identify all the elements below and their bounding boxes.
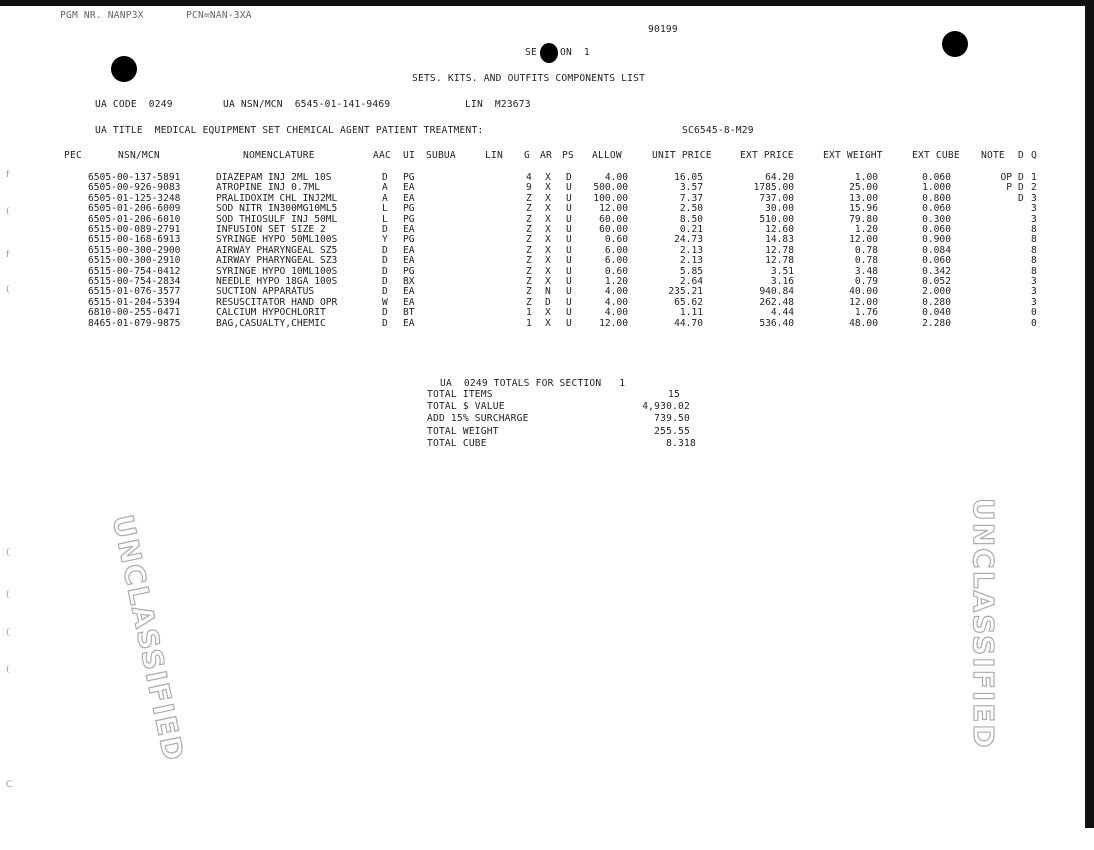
- table-row: [0, 266, 1094, 277]
- cell-ui: EA: [403, 192, 415, 204]
- cell-aac: L: [382, 203, 388, 215]
- punch-hole-right: [942, 31, 968, 57]
- cell-d: D: [1018, 192, 1024, 204]
- cell-unit: 8.50: [679, 213, 703, 225]
- program-number: PGM NR. NANP3X: [60, 10, 144, 21]
- cell-unit: 24.73: [674, 234, 703, 246]
- cell-nomen: SYRINGE HYPO 10ML100S: [216, 265, 338, 277]
- table-row: [0, 297, 1094, 308]
- cell-ps: U: [566, 244, 572, 256]
- cell-cube: 0.052: [922, 276, 951, 287]
- total-cube-label: TOTAL CUBE: [427, 438, 487, 449]
- cell-allow: 500.00: [593, 182, 628, 194]
- cell-q: 8: [1031, 265, 1037, 277]
- cell-cube: 0.280: [922, 296, 951, 308]
- cell-ext: 536.40: [759, 317, 794, 329]
- cell-ar: X: [545, 182, 551, 194]
- cell-cube: 2.280: [922, 317, 951, 329]
- cell-ps: U: [566, 182, 572, 194]
- cell-aac: D: [382, 172, 388, 183]
- cell-nomen: DIAZEPAM INJ 2ML 10S: [216, 172, 332, 183]
- cell-nomen: AIRWAY PHARYNGEAL SZ5: [216, 244, 338, 256]
- col-unit-price: UNIT PRICE: [652, 150, 712, 161]
- cell-ar: X: [545, 224, 551, 235]
- classification-stamp-left: UNCLASSIFIED: [105, 512, 191, 766]
- cell-g: Z: [526, 255, 532, 267]
- cell-ar: X: [545, 276, 551, 287]
- cell-ps: U: [566, 286, 572, 298]
- cell-q: 8: [1031, 224, 1037, 235]
- cell-nomen: SOD THIOSULF INJ 50ML: [216, 213, 338, 225]
- cell-ar: X: [545, 172, 551, 183]
- table-row: [0, 307, 1094, 318]
- col-note: NOTE: [981, 150, 1005, 161]
- table-row: [0, 172, 1094, 183]
- cell-wt: 3.48: [854, 265, 878, 277]
- report-code: 90199: [648, 24, 678, 35]
- cell-aac: L: [382, 213, 388, 225]
- cell-note: P: [1006, 182, 1012, 194]
- col-aac: AAC: [373, 150, 391, 161]
- cell-g: Z: [526, 286, 532, 298]
- table-row: [0, 203, 1094, 214]
- cell-allow: 4.00: [604, 296, 628, 308]
- cell-cube: 0.060: [922, 203, 951, 215]
- cell-nsn: 6505-01-206-6010: [88, 213, 181, 225]
- cell-ar: X: [545, 317, 551, 329]
- cell-ps: U: [566, 307, 572, 319]
- cell-ext: 3.16: [770, 276, 794, 287]
- cell-ps: U: [566, 265, 572, 277]
- cell-allow: 12.00: [599, 317, 628, 329]
- cell-q: 0: [1031, 317, 1037, 329]
- cell-nsn: 6515-00-300-2910: [88, 255, 181, 267]
- cell-unit: 1.11: [679, 307, 703, 319]
- cell-cube: 0.060: [922, 172, 951, 183]
- cell-nsn: 6515-00-089-2791: [88, 224, 181, 235]
- cell-wt: 12.00: [849, 234, 878, 246]
- cell-g: Z: [526, 203, 532, 215]
- cell-nomen: AIRWAY PHARYNGEAL SZ3: [216, 255, 338, 267]
- cell-ext: 3.51: [770, 265, 794, 277]
- cell-d: D: [1018, 182, 1024, 194]
- cell-wt: 1.76: [854, 307, 878, 319]
- cell-unit: 7.37: [679, 192, 703, 204]
- col-ui: UI: [403, 150, 415, 161]
- surcharge-value: 739.50: [654, 413, 690, 424]
- cell-cube: 0.040: [922, 307, 951, 319]
- margin-speck: (: [6, 665, 10, 675]
- cell-unit: 2.50: [679, 203, 703, 215]
- total-value-value: 4,930.02: [642, 401, 690, 412]
- col-nsn: NSN/MCN: [118, 150, 160, 161]
- cell-aac: D: [382, 265, 388, 277]
- cell-ext: 64.20: [765, 172, 794, 183]
- cell-ar: X: [545, 192, 551, 204]
- cell-q: 8: [1031, 234, 1037, 246]
- cell-ar: N: [545, 286, 551, 298]
- table-row: [0, 245, 1094, 256]
- margin-speck: f: [6, 170, 10, 180]
- total-weight-value: 255.55: [654, 426, 690, 437]
- cell-ps: U: [566, 296, 572, 308]
- cell-ps: U: [566, 276, 572, 287]
- cell-allow: 100.00: [593, 192, 628, 204]
- list-title: SETS. KITS. AND OUTFITS COMPONENTS LIST: [412, 73, 646, 84]
- cell-nsn: 8465-01-079-9875: [88, 317, 181, 329]
- cell-nomen: SYRINGE HYPO 50ML100S: [216, 234, 338, 246]
- cell-ui: EA: [403, 317, 415, 329]
- cell-ext: 14.83: [765, 234, 794, 246]
- ua-title: UA TITLE MEDICAL EQUIPMENT SET CHEMICAL AGENT PATIENT TREATMENT:: [95, 125, 484, 136]
- cell-wt: 0.79: [854, 276, 878, 287]
- cell-unit: 2.64: [679, 276, 703, 287]
- cell-ui: EA: [403, 296, 415, 308]
- cell-ar: X: [545, 255, 551, 267]
- table-row: [0, 234, 1094, 245]
- cell-g: 1: [526, 307, 532, 319]
- cell-aac: D: [382, 317, 388, 329]
- cell-ps: D: [566, 172, 572, 183]
- margin-speck: (: [6, 628, 10, 638]
- cell-ext: 30.00: [765, 203, 794, 215]
- cell-wt: 0.78: [854, 244, 878, 256]
- cell-nomen: NEEDLE HYPO 18GA 100S: [216, 276, 338, 287]
- cell-ui: BT: [403, 307, 415, 319]
- cell-cube: 0.342: [922, 265, 951, 277]
- cell-nomen: CALCIUM HYPOCHLORIT: [216, 307, 326, 319]
- cell-cube: 0.060: [922, 255, 951, 267]
- cell-ui: EA: [403, 244, 415, 256]
- margin-speck: (: [6, 590, 10, 600]
- cell-ui: BX: [403, 276, 415, 287]
- cell-ar: D: [545, 296, 551, 308]
- cell-nsn: 6505-00-137-5891: [88, 172, 181, 183]
- cell-nomen: ATROPINE INJ 0.7ML: [216, 182, 320, 194]
- cell-wt: 25.00: [849, 182, 878, 194]
- table-row: [0, 182, 1094, 193]
- cell-unit: 44.70: [674, 317, 703, 329]
- total-cube-value: 8.318: [666, 438, 696, 449]
- cell-q: 3: [1031, 192, 1037, 204]
- cell-q: 1: [1031, 172, 1037, 183]
- section-label-left: SE: [525, 47, 537, 58]
- margin-speck: C: [6, 780, 13, 790]
- cell-g: Z: [526, 234, 532, 246]
- table-row: [0, 193, 1094, 204]
- col-lin: LIN: [485, 150, 503, 161]
- cell-nomen: SOD NITR IN300MG10ML5: [216, 203, 338, 215]
- table-row: [0, 318, 1094, 329]
- cell-g: Z: [526, 192, 532, 204]
- cell-cube: 0.084: [922, 244, 951, 256]
- cell-allow: 60.00: [599, 224, 628, 235]
- cell-allow: 60.00: [599, 213, 628, 225]
- cell-unit: 0.21: [679, 224, 703, 235]
- col-pec: PEC: [64, 150, 82, 161]
- cell-nsn: 6810-00-255-0471: [88, 307, 181, 319]
- cell-ar: X: [545, 307, 551, 319]
- cell-q: 0: [1031, 307, 1037, 319]
- col-nomenclature: NOMENCLATURE: [243, 150, 315, 161]
- sc-number: SC6545-8-M29: [682, 125, 754, 136]
- total-items-label: TOTAL ITEMS: [427, 389, 493, 400]
- cell-nsn: 6505-01-125-3248: [88, 192, 181, 204]
- lin-code: LIN M23673: [465, 99, 531, 110]
- total-weight-label: TOTAL WEIGHT: [427, 426, 499, 437]
- cell-wt: 12.00: [849, 296, 878, 308]
- cell-q: 3: [1031, 276, 1037, 287]
- ua-nsn: UA NSN/MCN 6545-01-141-9469: [223, 99, 391, 110]
- cell-cube: 0.800: [922, 192, 951, 204]
- cell-g: 9: [526, 182, 532, 194]
- cell-aac: D: [382, 307, 388, 319]
- col-ext-weight: EXT WEIGHT: [823, 150, 883, 161]
- cell-cube: 0.900: [922, 234, 951, 246]
- totals-heading: UA 0249 TOTALS FOR SECTION 1: [440, 378, 626, 389]
- cell-aac: D: [382, 276, 388, 287]
- cell-ext: 12.60: [765, 224, 794, 235]
- cell-nomen: RESUSCITATOR HAND OPR: [216, 296, 338, 308]
- col-q: Q: [1031, 150, 1037, 161]
- cell-q: 3: [1031, 296, 1037, 308]
- table-row: [0, 224, 1094, 235]
- cell-aac: A: [382, 192, 388, 204]
- punch-hole-left: [111, 56, 137, 82]
- cell-wt: 48.00: [849, 317, 878, 329]
- cell-ar: X: [545, 203, 551, 215]
- total-items-value: 15: [668, 389, 680, 400]
- classification-stamp-right: UNCLASSIFIED: [967, 498, 1000, 750]
- cell-ui: EA: [403, 286, 415, 298]
- cell-allow: 6.00: [604, 244, 628, 256]
- cell-wt: 15.96: [849, 203, 878, 215]
- cell-nomen: PRALIDOXIM CHL INJ2ML: [216, 192, 338, 204]
- cell-g: 1: [526, 317, 532, 329]
- table-row: [0, 214, 1094, 225]
- col-ext-price: EXT PRICE: [740, 150, 794, 161]
- cell-nomen: SUCTION APPARATUS: [216, 286, 315, 298]
- cell-aac: D: [382, 224, 388, 235]
- cell-wt: 1.00: [854, 172, 878, 183]
- cell-nsn: 6515-00-754-0412: [88, 265, 181, 277]
- col-subua: SUBUA: [426, 150, 456, 161]
- cell-ui: EA: [403, 255, 415, 267]
- col-ar: AR: [540, 150, 552, 161]
- col-ext-cube: EXT CUBE: [912, 150, 960, 161]
- table-row: [0, 276, 1094, 287]
- cell-unit: 3.57: [679, 182, 703, 194]
- cell-nsn: 6515-01-204-5394: [88, 296, 181, 308]
- cell-unit: 5.85: [679, 265, 703, 277]
- cell-cube: 0.060: [922, 224, 951, 235]
- cell-q: 3: [1031, 286, 1037, 298]
- cell-ar: X: [545, 234, 551, 246]
- cell-nsn: 6515-00-754-2834: [88, 276, 181, 287]
- cell-cube: 2.000: [922, 286, 951, 298]
- cell-aac: D: [382, 255, 388, 267]
- cell-ps: U: [566, 317, 572, 329]
- scan-right-edge: [1085, 0, 1094, 828]
- cell-g: Z: [526, 296, 532, 308]
- margin-speck: f: [6, 250, 10, 260]
- cell-ps: U: [566, 234, 572, 246]
- cell-ext: 1785.00: [753, 182, 794, 194]
- cell-ar: X: [545, 265, 551, 277]
- cell-ext: 940.84: [759, 286, 794, 298]
- table-row: [0, 255, 1094, 266]
- table-row: [0, 286, 1094, 297]
- cell-allow: 1.20: [604, 276, 628, 287]
- cell-wt: 13.00: [849, 192, 878, 204]
- cell-aac: D: [382, 286, 388, 298]
- cell-allow: 4.00: [604, 307, 628, 319]
- cell-ar: X: [545, 213, 551, 225]
- section-label-right: ON 1: [560, 47, 590, 58]
- cell-ps: U: [566, 255, 572, 267]
- cell-g: Z: [526, 276, 532, 287]
- cell-wt: 40.00: [849, 286, 878, 298]
- margin-speck: (: [6, 285, 10, 295]
- cell-ps: U: [566, 224, 572, 235]
- cell-ui: PG: [403, 234, 415, 246]
- cell-g: Z: [526, 213, 532, 225]
- cell-nsn: 6515-00-300-2900: [88, 244, 181, 256]
- cell-ui: EA: [403, 224, 415, 235]
- cell-q: 3: [1031, 213, 1037, 225]
- cell-ext: 262.48: [759, 296, 794, 308]
- cell-q: 3: [1031, 203, 1037, 215]
- cell-aac: Y: [382, 234, 388, 246]
- cell-allow: 0.60: [604, 234, 628, 246]
- cell-q: 2: [1031, 182, 1037, 194]
- cell-nsn: 6505-00-926-9083: [88, 182, 181, 194]
- pcn-code: PCN=NAN-3XA: [186, 10, 252, 21]
- total-value-label: TOTAL $ VALUE: [427, 401, 505, 412]
- cell-allow: 12.00: [599, 203, 628, 215]
- cell-q: 8: [1031, 244, 1037, 256]
- cell-aac: A: [382, 182, 388, 194]
- cell-unit: 65.62: [674, 296, 703, 308]
- cell-g: 4: [526, 172, 532, 183]
- cell-d: D: [1018, 172, 1024, 183]
- cell-ext: 737.00: [759, 192, 794, 204]
- cell-ui: PG: [403, 265, 415, 277]
- cell-aac: W: [382, 296, 388, 308]
- cell-g: Z: [526, 265, 532, 277]
- cell-nomen: BAG,CASUALTY,CHEMIC: [216, 317, 326, 329]
- cell-aac: D: [382, 244, 388, 256]
- cell-nsn: 6515-00-168-6913: [88, 234, 181, 246]
- margin-speck: (: [6, 548, 10, 558]
- cell-ar: X: [545, 244, 551, 256]
- cell-ext: 510.00: [759, 213, 794, 225]
- cell-g: Z: [526, 224, 532, 235]
- cell-nsn: 6515-01-076-3577: [88, 286, 181, 298]
- cell-ui: PG: [403, 203, 415, 215]
- cell-cube: 1.000: [922, 182, 951, 194]
- cell-note: OP: [1000, 172, 1012, 183]
- surcharge-label: ADD 15% SURCHARGE: [427, 413, 529, 424]
- cell-wt: 0.78: [854, 255, 878, 267]
- cell-unit: 2.13: [679, 255, 703, 267]
- margin-speck: (: [6, 207, 10, 217]
- cell-allow: 0.60: [604, 265, 628, 277]
- ua-code: UA CODE 0249: [95, 99, 173, 110]
- cell-ext: 12.78: [765, 244, 794, 256]
- cell-allow: 6.00: [604, 255, 628, 267]
- cell-q: 8: [1031, 255, 1037, 267]
- cell-wt: 1.20: [854, 224, 878, 235]
- cell-allow: 4.00: [604, 172, 628, 183]
- cell-nomen: INFUSION SET SIZE 2: [216, 224, 326, 235]
- scan-top-edge: [0, 0, 1094, 6]
- cell-unit: 2.13: [679, 244, 703, 256]
- cell-ui: PG: [403, 213, 415, 225]
- cell-allow: 4.00: [604, 286, 628, 298]
- cell-cube: 0.300: [922, 213, 951, 225]
- col-ps: PS: [562, 150, 574, 161]
- cell-ps: U: [566, 213, 572, 225]
- cell-ps: U: [566, 203, 572, 215]
- cell-ui: EA: [403, 182, 415, 194]
- cell-ext: 12.78: [765, 255, 794, 267]
- col-g: G: [524, 150, 530, 161]
- cell-nsn: 6505-01-206-6009: [88, 203, 181, 215]
- cell-g: Z: [526, 244, 532, 256]
- cell-unit: 235.21: [668, 286, 703, 298]
- punch-hole-center: [540, 43, 558, 63]
- cell-ext: 4.44: [770, 307, 794, 319]
- cell-wt: 79.80: [849, 213, 878, 225]
- cell-ps: U: [566, 192, 572, 204]
- col-d: D: [1018, 150, 1024, 161]
- col-allow: ALLOW: [592, 150, 622, 161]
- cell-unit: 16.05: [674, 172, 703, 183]
- cell-ui: PG: [403, 172, 415, 183]
